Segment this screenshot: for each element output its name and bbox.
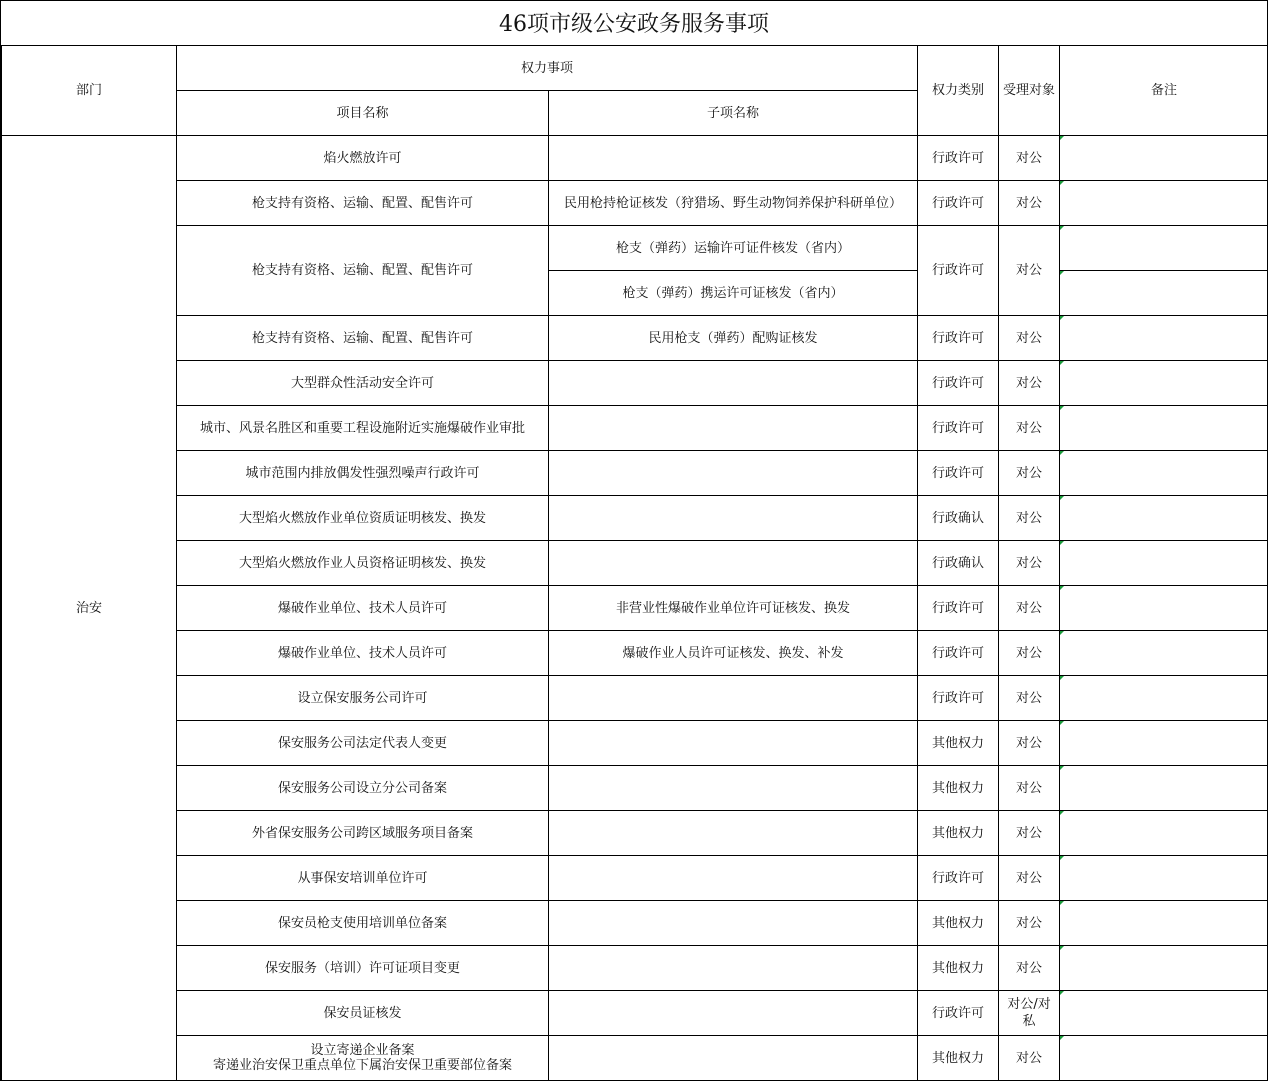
item-name-cell: 枪支持有资格、运输、配置、配售许可 bbox=[177, 181, 549, 226]
target-cell: 对公 bbox=[999, 676, 1060, 721]
table-row bbox=[2, 316, 1268, 361]
item-name-cell: 大型焰火燃放作业单位资质证明核发、换发 bbox=[177, 496, 549, 541]
target-cell: 对公 bbox=[999, 226, 1060, 316]
table-row bbox=[2, 856, 1268, 901]
table-row bbox=[2, 586, 1268, 631]
sub-item-cell bbox=[549, 676, 918, 721]
power-type-cell: 其他权力 bbox=[918, 1036, 999, 1081]
table-row bbox=[2, 181, 1268, 226]
table-row bbox=[2, 721, 1268, 766]
table-row bbox=[2, 136, 1268, 181]
table-row bbox=[2, 631, 1268, 676]
target-cell: 对公 bbox=[999, 901, 1060, 946]
sub-item-cell bbox=[549, 811, 918, 856]
power-type-cell: 行政确认 bbox=[918, 541, 999, 586]
target-cell: 对公 bbox=[999, 856, 1060, 901]
table-row bbox=[2, 406, 1268, 451]
header-dept: 部门 bbox=[2, 46, 177, 136]
sub-item-cell: 民用枪支（弹药）配购证核发 bbox=[549, 316, 918, 361]
header-target: 受理对象 bbox=[999, 46, 1060, 136]
item-name-cell: 保安员枪支使用培训单位备案 bbox=[177, 901, 549, 946]
target-cell: 对公 bbox=[999, 316, 1060, 361]
sub-item-cell bbox=[549, 856, 918, 901]
sub-item-cell bbox=[549, 766, 918, 811]
remark-cell[interactable] bbox=[1060, 586, 1268, 631]
power-type-cell: 其他权力 bbox=[918, 811, 999, 856]
target-cell: 对公 bbox=[999, 721, 1060, 766]
item-name-cell: 城市、风景名胜区和重要工程设施附近实施爆破作业审批 bbox=[177, 406, 549, 451]
target-cell: 对公 bbox=[999, 451, 1060, 496]
item-name-cell: 焰火燃放许可 bbox=[177, 136, 549, 181]
item-name-line: 设立寄递企业备案 bbox=[179, 1043, 546, 1058]
table-row bbox=[2, 811, 1268, 856]
item-name-cell: 保安服务公司法定代表人变更 bbox=[177, 721, 549, 766]
item-name-cell: 外省保安服务公司跨区域服务项目备案 bbox=[177, 811, 549, 856]
item-name-cell: 大型群众性活动安全许可 bbox=[177, 361, 549, 406]
power-type-cell: 行政许可 bbox=[918, 451, 999, 496]
power-type-cell: 其他权力 bbox=[918, 766, 999, 811]
remark-cell[interactable] bbox=[1060, 541, 1268, 586]
remark-cell[interactable] bbox=[1060, 271, 1268, 316]
target-cell: 对公 bbox=[999, 541, 1060, 586]
item-name-cell: 城市范围内排放偶发性强烈噪声行政许可 bbox=[177, 451, 549, 496]
table-row bbox=[2, 1036, 1268, 1081]
header-power-items: 权力事项 bbox=[177, 46, 918, 91]
item-name-cell bbox=[177, 1036, 549, 1081]
power-type-cell: 行政确认 bbox=[918, 496, 999, 541]
remark-cell[interactable] bbox=[1060, 991, 1268, 1036]
remark-cell[interactable] bbox=[1060, 136, 1268, 181]
sub-item-cell bbox=[549, 991, 918, 1036]
power-type-cell: 行政许可 bbox=[918, 316, 999, 361]
item-name-cell: 保安服务（培训）许可证项目变更 bbox=[177, 946, 549, 991]
target-cell: 对公 bbox=[999, 496, 1060, 541]
sub-item-cell bbox=[549, 451, 918, 496]
item-name-line: 寄递业治安保卫重点单位下属治安保卫重要部位备案 bbox=[179, 1058, 546, 1073]
item-name-cell: 大型焰火燃放作业人员资格证明核发、换发 bbox=[177, 541, 549, 586]
power-type-cell: 行政许可 bbox=[918, 991, 999, 1036]
target-cell: 对公/对私 bbox=[999, 991, 1060, 1036]
item-name-cell: 爆破作业单位、技术人员许可 bbox=[177, 631, 549, 676]
target-cell: 对公 bbox=[999, 766, 1060, 811]
remark-cell[interactable] bbox=[1060, 496, 1268, 541]
sub-item-cell: 爆破作业人员许可证核发、换发、补发 bbox=[549, 631, 918, 676]
table-row bbox=[2, 226, 1268, 271]
remark-cell[interactable] bbox=[1060, 451, 1268, 496]
power-type-cell: 行政许可 bbox=[918, 181, 999, 226]
remark-cell[interactable] bbox=[1060, 856, 1268, 901]
header-sub-item: 子项名称 bbox=[549, 91, 918, 136]
power-type-cell: 行政许可 bbox=[918, 586, 999, 631]
dept-cell: 治安 bbox=[2, 136, 177, 1081]
item-name-cell: 保安服务公司设立分公司备案 bbox=[177, 766, 549, 811]
remark-cell[interactable] bbox=[1060, 946, 1268, 991]
remark-cell[interactable] bbox=[1060, 1036, 1268, 1081]
sub-item-cell bbox=[549, 721, 918, 766]
remark-cell[interactable] bbox=[1060, 226, 1268, 271]
item-name-cell: 从事保安培训单位许可 bbox=[177, 856, 549, 901]
target-cell: 对公 bbox=[999, 811, 1060, 856]
target-cell: 对公 bbox=[999, 181, 1060, 226]
target-cell: 对公 bbox=[999, 586, 1060, 631]
power-type-cell: 行政许可 bbox=[918, 676, 999, 721]
target-cell: 对公 bbox=[999, 631, 1060, 676]
sub-item-cell bbox=[549, 406, 918, 451]
power-type-cell: 其他权力 bbox=[918, 946, 999, 991]
table-row bbox=[2, 901, 1268, 946]
sub-item-cell bbox=[549, 1036, 918, 1081]
sub-item-cell bbox=[549, 901, 918, 946]
power-type-cell: 行政许可 bbox=[918, 361, 999, 406]
power-type-cell: 行政许可 bbox=[918, 226, 999, 316]
item-name-cell: 爆破作业单位、技术人员许可 bbox=[177, 586, 549, 631]
target-cell: 对公 bbox=[999, 946, 1060, 991]
table-row bbox=[2, 766, 1268, 811]
target-cell: 对公 bbox=[999, 361, 1060, 406]
target-cell: 对公 bbox=[999, 1036, 1060, 1081]
table-row bbox=[2, 676, 1268, 721]
power-type-cell: 行政许可 bbox=[918, 406, 999, 451]
table-row bbox=[2, 496, 1268, 541]
table-title: 46项市级公安政务服务事项 bbox=[1, 0, 1267, 45]
sub-item-cell bbox=[549, 361, 918, 406]
table-row bbox=[2, 541, 1268, 586]
sub-item-cell bbox=[549, 541, 918, 586]
remark-cell[interactable] bbox=[1060, 721, 1268, 766]
remark-cell[interactable] bbox=[1060, 631, 1268, 676]
remark-cell[interactable] bbox=[1060, 676, 1268, 721]
header-item-name: 项目名称 bbox=[177, 91, 549, 136]
item-name-cell: 枪支持有资格、运输、配置、配售许可 bbox=[177, 316, 549, 361]
sub-item-cell bbox=[549, 136, 918, 181]
power-type-cell: 行政许可 bbox=[918, 136, 999, 181]
table-row bbox=[2, 946, 1268, 991]
sub-item-cell: 非营业性爆破作业单位许可证核发、换发 bbox=[549, 586, 918, 631]
table-row bbox=[2, 991, 1268, 1036]
item-name-cell: 枪支持有资格、运输、配置、配售许可 bbox=[177, 226, 549, 316]
power-type-cell: 行政许可 bbox=[918, 631, 999, 676]
remark-cell[interactable] bbox=[1060, 406, 1268, 451]
sub-item-cell: 枪支（弹药）携运许可证核发（省内） bbox=[549, 271, 918, 316]
header-remark: 备注 bbox=[1060, 46, 1268, 136]
target-cell: 对公 bbox=[999, 406, 1060, 451]
target-cell: 对公 bbox=[999, 136, 1060, 181]
remark-cell[interactable] bbox=[1060, 316, 1268, 361]
sub-item-cell: 枪支（弹药）运输许可证件核发（省内） bbox=[549, 226, 918, 271]
remark-cell[interactable] bbox=[1060, 901, 1268, 946]
power-type-cell: 其他权力 bbox=[918, 721, 999, 766]
sub-item-cell bbox=[549, 946, 918, 991]
sub-item-cell: 民用枪持枪证核发（狩猎场、野生动物饲养保护科研单位） bbox=[549, 181, 918, 226]
header-power-type: 权力类别 bbox=[918, 46, 999, 136]
sub-item-cell bbox=[549, 496, 918, 541]
remark-cell[interactable] bbox=[1060, 361, 1268, 406]
table-row bbox=[2, 361, 1268, 406]
power-type-cell: 行政许可 bbox=[918, 856, 999, 901]
table-row bbox=[2, 451, 1268, 496]
remark-cell[interactable] bbox=[1060, 181, 1268, 226]
item-name-cell: 设立保安服务公司许可 bbox=[177, 676, 549, 721]
service-items-table bbox=[1, 45, 1268, 1081]
remark-cell[interactable] bbox=[1060, 811, 1268, 856]
power-type-cell: 其他权力 bbox=[918, 901, 999, 946]
item-name-cell: 保安员证核发 bbox=[177, 991, 549, 1036]
remark-cell[interactable] bbox=[1060, 766, 1268, 811]
